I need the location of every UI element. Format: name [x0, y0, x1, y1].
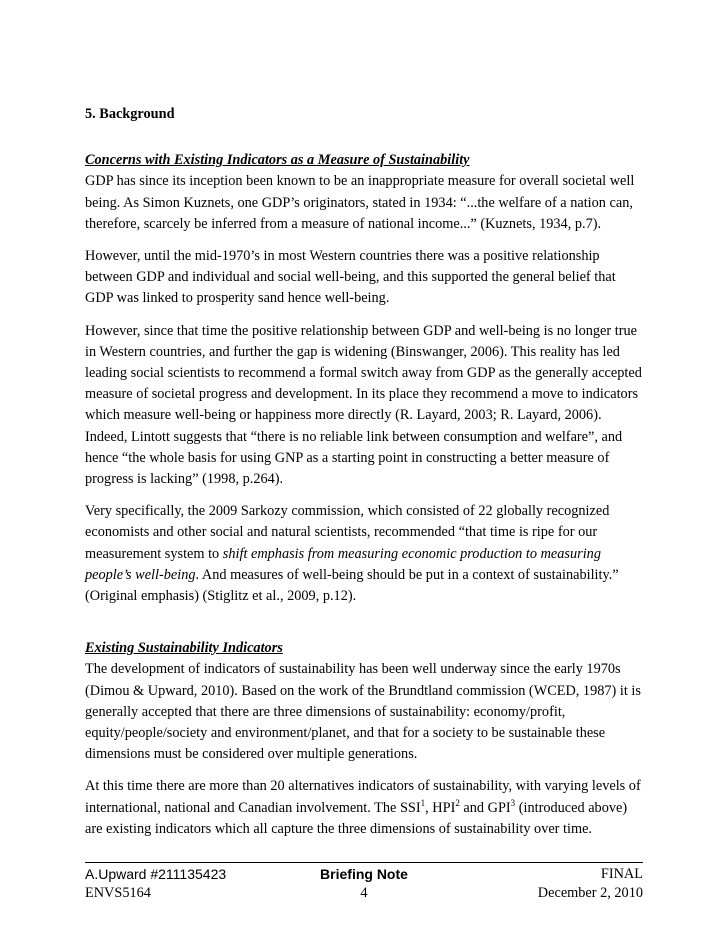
concerns-heading: Concerns with Existing Indicators as a Measure of Sustainability: [85, 152, 470, 169]
indicators-text-c: and GPI: [459, 799, 511, 816]
existing-paragraph-1: The development of indicators of sustainability has been well underway since the early 1970s (Dimou & Upward, 2010). Based on the work of the Brundtland commission (WCED, 1987) it is generally accepted that there are three dimensions of sustainability: economy/profit, equity/people/society and environment/planet, and that for a society to be sustainable these dimensions must be considered over multiple generations.: [85, 661, 641, 763]
indicators-text-a: At this time there are more than 20 alternatives indicators of sustainability, with varying levels of international, national and Canadian involvement. The SSI: [85, 778, 641, 816]
footer-status: FINAL: [600, 866, 643, 882]
footer-author: A.Upward #211135423: [85, 866, 227, 882]
sarkozy-text-end: . And measures of well-being should be put in a context of sustainability.” (Original emphasis) (Stiglitz et al., 2009, p.12).: [85, 566, 619, 605]
indicators-text-b: , HPI: [425, 799, 456, 816]
concerns-paragraph-3: However, since that time the positive relationship between GDP and well-being is no longer true in Western countries, and further the gap is widening (Binswanger, 2006). This reality has led leading social scientists to recommend a formal switch away from GDP as the generally accepted measure of societal progress and development. In its place they recommend a move to indicators which measure well-being or happiness more directly (R. Layard, 2003; R. Layard, 2006). Indeed, Lintott suggests that “there is no reliable link between consumption and welfare”, and hence “the whole basis for using GNP as a starting point in constructing a better measure of progress is lacking” (1998, p.264).: [85, 322, 642, 488]
existing-paragraph-2: [85, 776, 645, 840]
footer-date: December 2, 2010: [537, 885, 643, 901]
sarkozy-emphasis: shift emphasis from measuring economic production to measuring people’s well-being: [85, 545, 601, 583]
footer-row-2: [85, 884, 643, 903]
sarkozy-text-start: Very specifically, the 2009 Sarkozy commission, which consisted of 22 globally recognized economists and other social and natural scientists, recommended “that time is ripe for our measurement system to: [85, 503, 610, 562]
footer-page-number: 4: [360, 885, 368, 901]
concerns-paragraph-2: However, until the mid-1970’s in most Western countries there was a positive relationship between GDP and individual and social well-being, and this supported the general belief that GDP was linked to prosperity sand hence well-being.: [85, 248, 616, 307]
page-body: [85, 104, 645, 851]
footer-course: ENVS5164: [85, 885, 151, 901]
footnote-ref-3[interactable]: 3: [510, 797, 516, 808]
section-heading: 5. Background: [85, 106, 175, 122]
concerns-paragraph-1: GDP has since its inception been known to be an inappropriate measure for overall societal well being. As Simon Kuznets, one GDP’s originators, stated in 1934: “...the welfare of a nation can, therefore, scarcely be inferred from a measure of national income...” (Kuznets, 1934, p.7).: [85, 173, 635, 232]
footer-divider: [85, 862, 643, 863]
footnote-ref-2[interactable]: 2: [455, 797, 460, 808]
footer-row-1: [85, 865, 643, 884]
indicators-text-d: (introduced above) are existing indicators which all capture the three dimensions of sustainability over time.: [85, 799, 628, 837]
existing-indicators-heading: Existing Sustainability Indicators: [85, 640, 283, 657]
footer-doc-type: Briefing Note: [320, 866, 408, 882]
page-footer: [85, 865, 643, 903]
concerns-paragraph-4: [85, 501, 645, 607]
footnote-ref-1[interactable]: 1: [420, 797, 426, 808]
